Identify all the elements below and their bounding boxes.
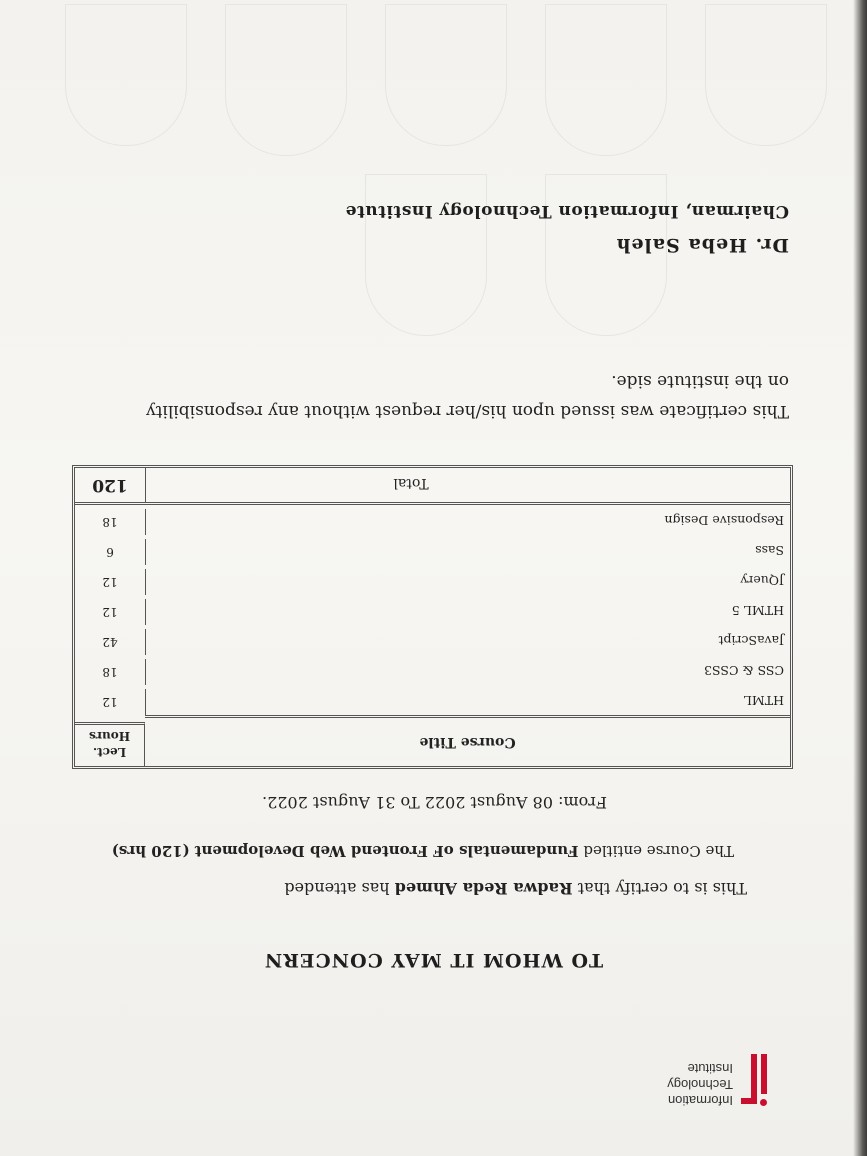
disclaimer-paragraph xyxy=(69,366,789,426)
row-title: Responsive Design xyxy=(664,513,784,528)
watermark-shape xyxy=(365,174,487,336)
course-paragraph xyxy=(112,842,734,860)
watermark-shape xyxy=(225,4,347,156)
row-hours: 12 xyxy=(75,689,146,715)
header-course-title: Course Title xyxy=(145,715,790,766)
row-hours: 42 xyxy=(75,629,146,655)
table-row xyxy=(75,685,790,715)
row-hours: 12 xyxy=(75,599,146,625)
course-name: Fundamentals oF Frontend Web Development xyxy=(194,842,579,860)
date-range: From: 08 August 2022 To 31 August 2022. xyxy=(262,793,607,812)
row-hours: 6 xyxy=(75,539,146,565)
certify-suffix: has attended xyxy=(284,879,390,898)
table-row xyxy=(75,535,790,565)
signatory-role: Chairman, Information Technology Institute xyxy=(345,201,789,221)
header-hours-line-2: Hours xyxy=(88,729,131,743)
table-row xyxy=(75,625,790,655)
watermark-shape xyxy=(705,4,827,146)
table-row xyxy=(75,505,790,535)
table-row xyxy=(75,565,790,595)
logo-line-3: Institute xyxy=(687,1061,733,1076)
logo-line-2: Technology xyxy=(667,1077,733,1092)
row-title: JavaScript xyxy=(718,633,784,648)
header-hours-line-1: Lect. xyxy=(92,745,127,759)
row-title: HTML 5 xyxy=(731,603,784,618)
course-hours: (120 hrs) xyxy=(111,842,190,860)
course-prefix: The Course entitled xyxy=(583,842,734,860)
total-value: 120 xyxy=(75,468,146,502)
watermark-shape xyxy=(65,4,187,146)
table-row xyxy=(75,655,790,685)
row-title: CSS & CSS3 xyxy=(704,663,784,678)
row-title: HTML xyxy=(743,693,784,708)
row-hours: 18 xyxy=(75,659,146,685)
logo-line-1: Information xyxy=(667,1093,733,1108)
institute-logo xyxy=(667,1054,769,1108)
row-title: JQuery xyxy=(740,573,784,588)
watermark-shape xyxy=(545,4,667,156)
table-header xyxy=(75,715,790,766)
certify-paragraph xyxy=(284,879,747,898)
course-table xyxy=(72,465,793,769)
watermark-shape xyxy=(385,4,507,146)
row-title: Sass xyxy=(755,543,784,558)
table-row xyxy=(75,595,790,625)
header-hours xyxy=(75,722,145,766)
table-total-row xyxy=(75,468,790,505)
certify-prefix: This is to certify that xyxy=(577,879,747,898)
total-label: Total xyxy=(393,475,429,491)
disclaimer-line-2: on the institute side. xyxy=(611,371,789,391)
recipient-name: Radwa Reda Ahmed xyxy=(394,879,573,898)
row-hours: 18 xyxy=(75,509,146,535)
disclaimer-line-1: This certificate was issued upon his/her request without any responsibility xyxy=(146,401,789,421)
iti-logo-icon xyxy=(741,1054,769,1108)
logo-text xyxy=(667,1060,733,1108)
page-title: TO WHOM IT MAY CONCERN xyxy=(263,949,604,971)
row-hours: 12 xyxy=(75,569,146,595)
signatory-name: Dr. Heba Saleh xyxy=(615,234,789,256)
